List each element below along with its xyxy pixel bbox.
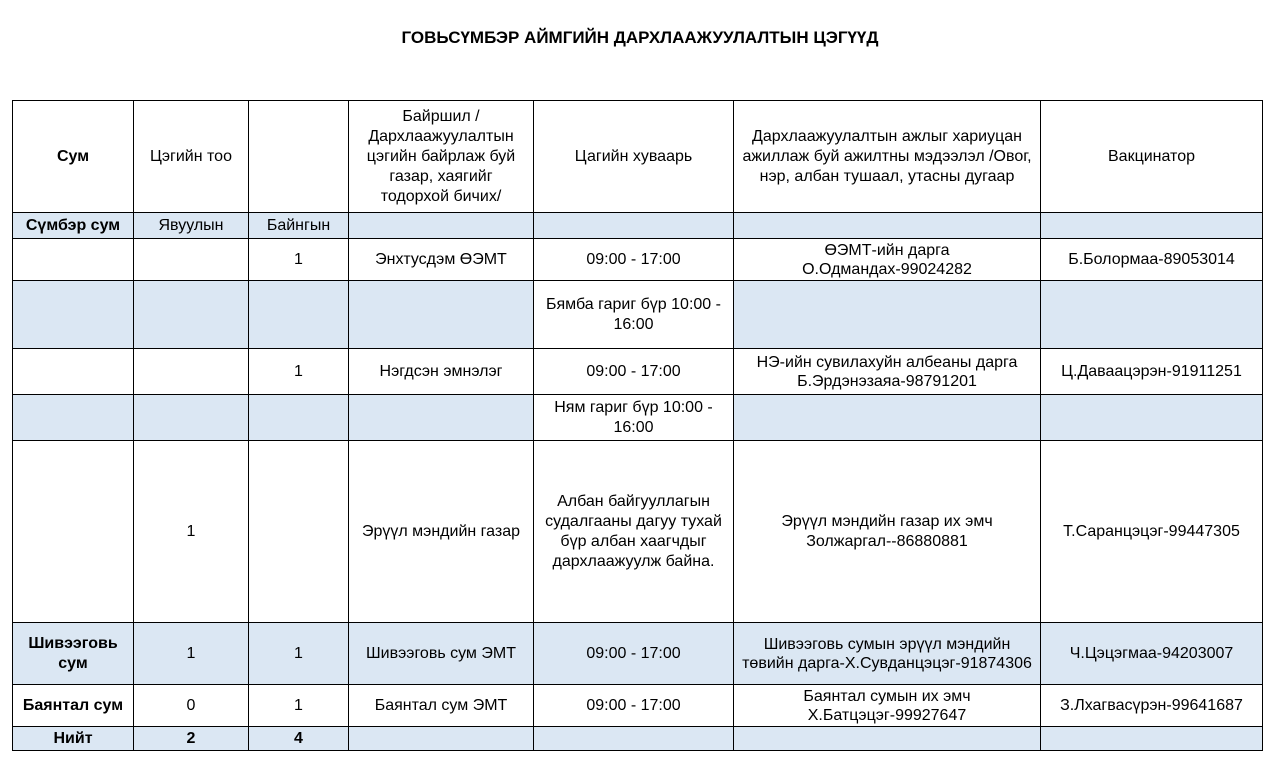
table-row (13, 281, 1263, 349)
location: Шивээговь сум ЭМТ (349, 623, 534, 685)
total-fixed: 4 (249, 727, 349, 751)
schedule-extra: Бямба гариг бүр 10:00 - 16:00 (534, 281, 734, 349)
subheader-sum: Сүмбэр сум (13, 213, 134, 239)
vaccination-points-table (12, 100, 1263, 751)
total-row (13, 727, 1263, 751)
vaccinator: Ч.Цэцэгмаа-94203007 (1041, 623, 1263, 685)
table-row (13, 623, 1263, 685)
header-location: Байршил /Дархлаажуулалтын цэгийн байрлаж буй газар, хаягийг тодорхой бичих/ (349, 101, 534, 213)
schedule: 09:00 - 17:00 (534, 685, 734, 727)
sum-name: Шивээговь сум (13, 623, 134, 685)
header-sum: Сум (13, 101, 134, 213)
responsible: Шивээговь сумын эрүүл мэндийн төвийн дарга-Х.Сувданцэцэг-91874306 (734, 623, 1041, 685)
responsible: Баянтал сумын их эмч Х.Батцэцэг-99927647 (734, 685, 1041, 727)
vaccinator: З.Лхагвасүрэн-99641687 (1041, 685, 1263, 727)
header-schedule: Цагийн хуваарь (534, 101, 734, 213)
mobile-count: 0 (134, 685, 249, 727)
table-row (13, 239, 1263, 281)
sum-name: Баянтал сум (13, 685, 134, 727)
schedule: Албан байгууллагын судалгааны дагуу тухай бүр албан хаагчдыг дархлаажуулж байна. (534, 441, 734, 623)
schedule: 09:00 - 17:00 (534, 349, 734, 395)
location: Нэгдсэн эмнэлэг (349, 349, 534, 395)
location: Баянтал сум ЭМТ (349, 685, 534, 727)
page-title: ГОВЬСҮМБЭР АЙМГИЙН ДАРХЛААЖУУЛАЛТЫН ЦЭГҮҮД (401, 28, 879, 47)
location: Эрүүл мэндийн газар (349, 441, 534, 623)
schedule-extra: Ням гариг бүр 10:00 - 16:00 (534, 395, 734, 441)
vaccinator: Т.Саранцэцэг-99447305 (1041, 441, 1263, 623)
header-row (13, 101, 1263, 213)
total-label: Нийт (13, 727, 134, 751)
table-row (13, 441, 1263, 623)
responsible: НЭ-ийн сувилахуйн албеаны дарга Б.Эрдэнэзаяа-98791201 (734, 349, 1041, 395)
header-vaccinator: Вакцинатор (1041, 101, 1263, 213)
fixed-count: 1 (249, 623, 349, 685)
responsible: Эрүүл мэндийн газар их эмч Золжаргал--86880881 (734, 441, 1041, 623)
vaccinator: Ц.Даваацэрэн-91911251 (1041, 349, 1263, 395)
table-row (13, 395, 1263, 441)
header-responsible: Дархлаажуулалтын ажлыг хариуцан ажиллаж буй ажилтны мэдээлэл /Овог, нэр, албан тушаал, утасны дугаар (734, 101, 1041, 213)
total-mobile: 2 (134, 727, 249, 751)
schedule: 09:00 - 17:00 (534, 239, 734, 281)
subheader-row (13, 213, 1263, 239)
fixed-count: 1 (249, 239, 349, 281)
header-empty (249, 101, 349, 213)
location: Энхтусдэм ӨЭМТ (349, 239, 534, 281)
header-count: Цэгийн тоо (134, 101, 249, 213)
responsible: ӨЭМТ-ийн дарга О.Одмандах-99024282 (734, 239, 1041, 281)
fixed-count: 1 (249, 349, 349, 395)
vaccinator: Б.Болормаа-89053014 (1041, 239, 1263, 281)
subheader-mobile: Явуулын (134, 213, 249, 239)
subheader-fixed: Байнгын (249, 213, 349, 239)
fixed-count: 1 (249, 685, 349, 727)
table-row (13, 685, 1263, 727)
mobile-count: 1 (134, 441, 249, 623)
table-row (13, 349, 1263, 395)
schedule: 09:00 - 17:00 (534, 623, 734, 685)
mobile-count: 1 (134, 623, 249, 685)
